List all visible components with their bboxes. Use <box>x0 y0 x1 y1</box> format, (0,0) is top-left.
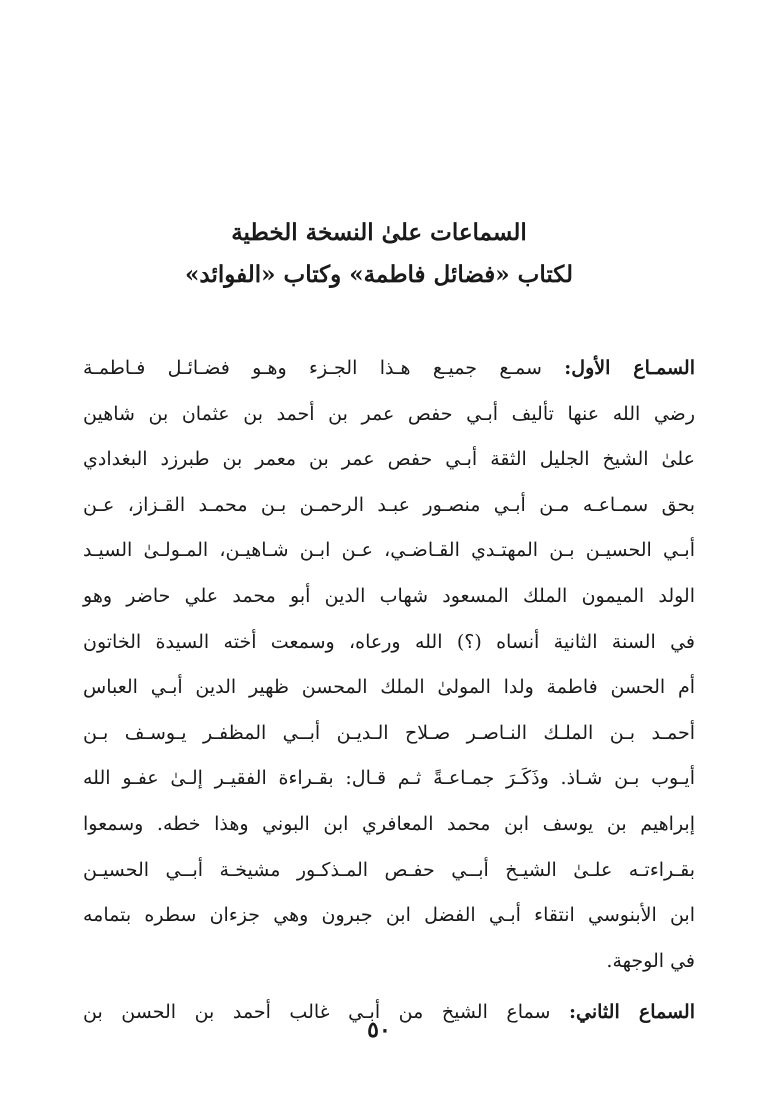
text-line: علىٰ الشيخ الجليل الثقة أبـي حفص عمر بن معمر بن طبرزد البغدادي <box>83 448 695 471</box>
text-line: أم الحسن فاطمة ولدا المولىٰ الملك المحسن ظهير الدين أبـي العباس <box>83 676 695 699</box>
text-line: إبراهيم بن يوسف ابن محمد المعافري ابن البوني وهذا خطه. وسمعوا <box>83 812 695 835</box>
page-subtitle: لكتاب «فضائل فاطمة» وكتاب «الفوائد» <box>185 261 573 288</box>
text-line: بحق سمـاعـه مـن أبـي منصـور عبـد الرحمـن بـن محمـد القـزاز، عـن <box>83 493 695 516</box>
text-line: أيـوب بـن شـاذ. وذَكَـرَ جمـاعـةً ثـم قـال: بقـراءة الفقيـر إلـىٰ عفـو الله <box>83 767 695 790</box>
text-line: رضي الله عنها تأليف أبـي حفص عمر بن أحمد بن عثمان بن شاهين <box>83 402 695 425</box>
line-text: سمـع جميـع هـذا الجـزء وهـو فضـائـل فـاطمـة <box>83 357 565 379</box>
line-text: سماع الشيخ من أبـي غالب أحمد بن الحسن بن <box>83 1001 569 1024</box>
text-line: الولد الميمون الملك المسعود شهاب الدين أبو محمد علي حاضر وهو <box>83 584 695 607</box>
title-block <box>0 212 758 296</box>
text-line: ابن الأبنوسي انتقاء أبـي الفضل ابن جبرون وهي جزءان سطره بتمامه <box>83 904 695 927</box>
section-heading-sama1: السمـاع الأول: <box>564 357 695 379</box>
page-number: ٥٠ <box>367 1017 391 1043</box>
text-line: أحمـد بـن الملـك النـاصـر صـلاح الـديـن أبــي المظفـر يـوسـف بـن <box>83 721 695 744</box>
text-line <box>83 346 695 392</box>
text-line: في الوجهة. <box>606 949 695 972</box>
text-line: أبـي الحسيـن بـن المهتـدي القـاضـي، عـن ابـن شـاهيـن، المـولـىٰ السيـد <box>83 539 695 562</box>
text-line: في السنة الثانية أنساه (؟) الله ورعاه، وسمعت أخته السيدة الخاتون <box>83 630 695 653</box>
text-line: بقـراءتـه علـىٰ الشيـخ أبــي حفـص المـذكـور مشيخـة أبــي الحسيـن <box>83 858 695 881</box>
section-heading-sama2: السماع الثاني: <box>569 1001 695 1024</box>
document-body <box>83 346 695 1036</box>
page-title: السماعات علىٰ النسخة الخطية <box>231 219 527 246</box>
